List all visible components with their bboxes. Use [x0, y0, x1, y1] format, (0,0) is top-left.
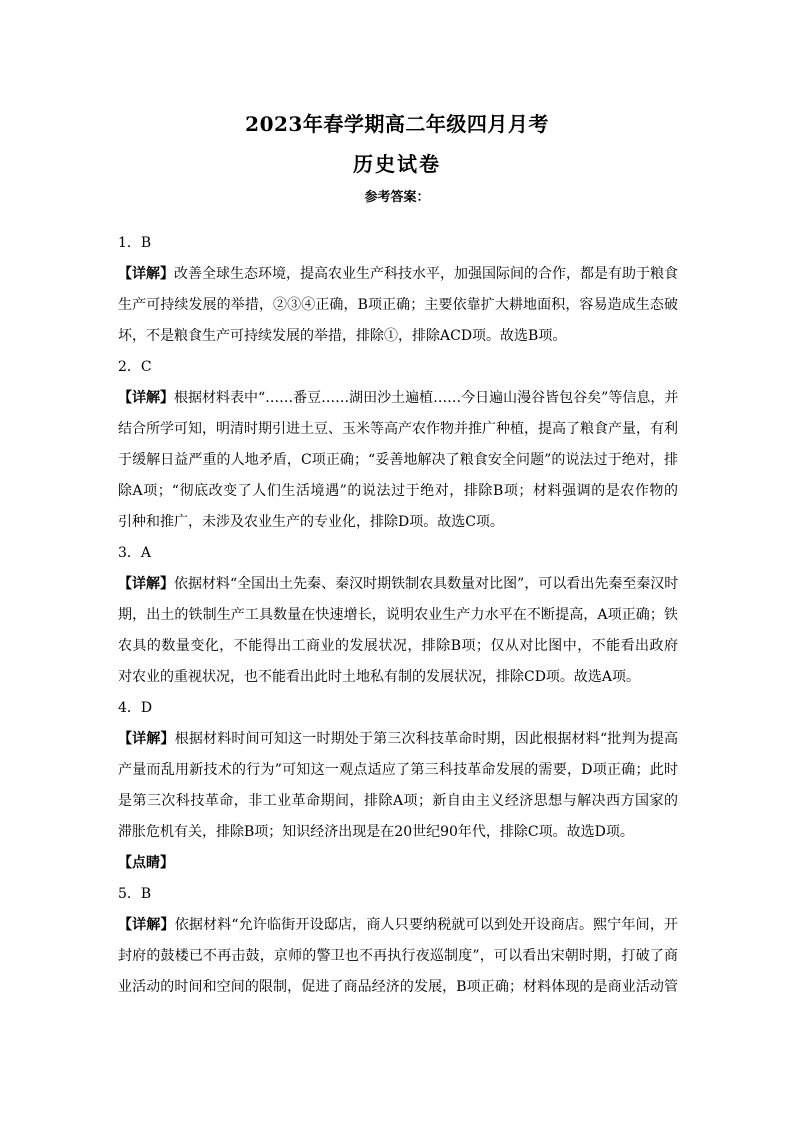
detail-tag: 【详解】: [118, 576, 174, 592]
answer-line: 除A项；“彻底改变了人们生活境遇”的说法过于绝对，排除B项；材料强调的是农作物的: [118, 483, 678, 499]
answer-number: 4．D: [118, 700, 153, 716]
answer-line: [118, 383, 678, 414]
answer-line: 于缓解日益严重的人地矛盾，C项正确；“妥善地解决了粮食安全问题”的说法过于绝对，排: [118, 452, 678, 468]
answer-line: 对农业的重视状况，也不能看出此时土地私有制的发展状况，排除CD项。故选A项。: [118, 669, 641, 685]
answer-line: 是第三次科技革命，非工业革命期间，排除A项；新自由主义经济思想与解决西方国家的: [118, 793, 678, 809]
answer-line: 引种和推广，未涉及农业生产的专业化，排除D项。故选C项。: [118, 514, 504, 530]
answer-line: 业活动的时间和空间的限制，促进了商品经济的发展，B项正确；材料体现的是商业活动管: [118, 979, 678, 995]
answer-number: 5．B: [118, 886, 152, 902]
answer-line: 期，出土的铁制生产工具数量在快速增长，说明农业生产力水平在不断提高，A项正确；铁: [118, 607, 678, 623]
detail-tag: 【详解】: [118, 917, 175, 933]
answer-line: 封府的鼓楼已不再击鼓，京师的警卫也不再执行夜巡制度”，可以看出宋朝时期，打破了商: [118, 948, 678, 964]
answer-line: 产量而乱用新技术的行为”可知这一观点适应了第三科技革命发展的需要，D项正确；此时: [118, 762, 678, 778]
answer-text: 根据材料表中“……番豆……湖田沙土遍植……今日遍山漫谷皆包谷矣”等信息，并: [174, 390, 678, 406]
detail-tag: 【详解】: [118, 731, 175, 747]
answer-line: [118, 569, 678, 600]
answers-label: 参考答案：: [364, 190, 430, 205]
answer-line: [118, 724, 678, 755]
answer-line: [118, 848, 678, 879]
answer-line: [118, 910, 678, 941]
answer-text: 改善全球生态环境，提高农业生产科技水平，加强国际间的合作，都是有助于粮食: [174, 266, 678, 282]
answer-line: 滞胀危机有关，排除B项；知识经济出现是在20世纪90年代，排除C项。故选D项。: [118, 824, 634, 840]
answer-line: 生产可持续发展的举措，②③④正确，B项正确；主要依靠扩大耕地面积，容易造成生态破: [118, 297, 678, 313]
exam-subject: 历史试卷: [353, 152, 441, 176]
answer-text: 依据材料“允许临街开设邸店，商人只要纳税就可以到处开设商店。熙宁年间，开: [174, 917, 678, 933]
answer-text: 根据材料时间可知这一时期处于第三次科技革命时期，因此根据材料“批判为提高: [174, 731, 678, 747]
answer-line: 结合所学可知，明清时期引进土豆、玉米等高产农作物并推广种植，提高了粮食产量，有利: [118, 421, 678, 437]
detail-tag: 【详解】: [118, 390, 174, 406]
answer-number: 2．C: [118, 359, 152, 375]
answer-text: 依据材料“全国出土先秦、秦汉时期铁制农具数量对比图”，可以看出先秦至秦汉时: [174, 576, 678, 592]
answer-list: [118, 228, 678, 1003]
answer-number: 1．B: [118, 235, 152, 251]
answer-line: [118, 259, 678, 290]
detail-tag: 【详解】: [118, 266, 174, 282]
exam-title: 2023年春学期高二年级四月月考: [245, 112, 549, 136]
point-tag: 【点睛】: [118, 855, 174, 871]
answer-line: 坏，不是粮食生产可持续发展的举措，排除①，排除ACD项。故选B项。: [118, 328, 567, 344]
answer-line: 农具的数量变化，不能得出工商业的发展状况，排除B项；仅从对比图中，不能看出政府: [118, 638, 678, 654]
answer-number: 3．A: [118, 545, 152, 561]
